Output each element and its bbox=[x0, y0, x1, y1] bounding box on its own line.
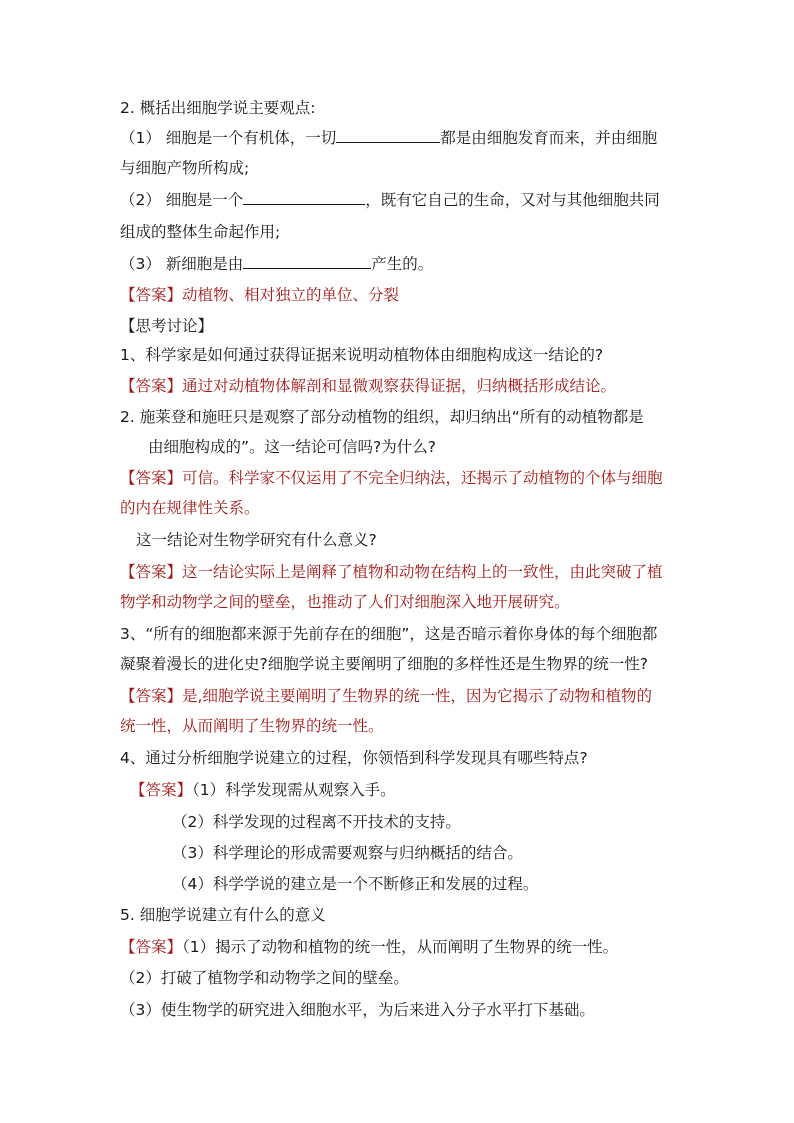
answer-line: 【答案】（1）揭示了动物和植物的统一性，从而阐明了生物界的统一性。 bbox=[120, 938, 619, 956]
answer-line-cont: 物学和动物学之间的壁垒，也推动了人们对细胞深入地开展研究。 bbox=[120, 593, 570, 611]
viewpoint-2: （2） 细胞是一个 ，既有它自己的生命，又对与其他细胞共同 bbox=[120, 191, 660, 209]
answer-line: 【答案】通过对动植物体解剖和显微观察获得证据，归纳概括形成结论。 bbox=[120, 377, 617, 395]
discussion-question-3: 3、“所有的细胞都来源于先前存在的细胞”，这是否暗示着你身体的每个细胞都 bbox=[120, 625, 658, 643]
discussion-question-2b: 这一结论对生物学研究有什么意义? bbox=[136, 531, 377, 549]
discussion-question-2: 2. 施莱登和施旺只是观察了部分动植物的组织，却归纳出“所有的动植物都是 bbox=[120, 408, 644, 426]
discussion-question-3-cont: 凝聚着漫长的进化史?细胞学说主要阐明了细胞的多样性还是生物界的统一性? bbox=[120, 655, 648, 673]
answer-item: （4）科学学说的建立是一个不断修正和发展的过程。 bbox=[172, 875, 539, 893]
answer-item: （3）科学理论的形成需要观察与归纳概括的结合。 bbox=[172, 844, 523, 862]
discussion-question-2-cont: 由细胞构成的”。这一结论可信吗?为什么? bbox=[148, 438, 436, 456]
answer-line: 【答案】是,细胞学说主要阐明了生物界的统一性，因为它揭示了动物和植物的 bbox=[120, 687, 652, 705]
answer-line: 【答案】可信。科学家不仅运用了不完全归纳法，还揭示了动植物的个体与细胞 bbox=[120, 469, 663, 487]
answer-item: （3）使生物学的研究进入细胞水平，为后来进入分子水平打下基础。 bbox=[120, 1001, 595, 1019]
viewpoint-1: （1） 细胞是一个有机体，一切 都是由细胞发育而来，并由细胞 bbox=[120, 129, 658, 147]
fill-blank[interactable] bbox=[243, 254, 371, 269]
viewpoint-1-cont: 与细胞产物所构成; bbox=[120, 159, 250, 177]
answer-line: 【答案】动植物、相对独立的单位、分裂 bbox=[120, 286, 400, 304]
answer-line-cont: 统一性，从而阐明了生物界的统一性。 bbox=[120, 717, 384, 735]
answer-item: （2）打破了植物学和动物学之间的壁垒。 bbox=[120, 969, 409, 987]
section-heading: 【思考讨论】 bbox=[120, 317, 214, 335]
answer-line: 【答案】这一结论实际上是阐释了植物和动物在结构上的一致性，由此突破了植 bbox=[120, 563, 663, 581]
viewpoint-3: （3） 新细胞是由 产生的。 bbox=[120, 255, 434, 273]
answer-line-cont: 的内在规律性关系。 bbox=[120, 499, 260, 517]
viewpoint-2-cont: 组成的整体生命起作用; bbox=[120, 223, 281, 241]
answer-line: 【答案】（1）科学发现需从观察入手。 bbox=[130, 781, 396, 799]
answer-item: （2）科学发现的过程离不开技术的支持。 bbox=[172, 813, 461, 831]
fill-blank[interactable] bbox=[243, 190, 365, 205]
discussion-question-5: 5. 细胞学说建立有什么的意义 bbox=[120, 906, 326, 924]
question-heading: 2. 概括出细胞学说主要观点: bbox=[120, 99, 316, 117]
discussion-question-4: 4、通过分析细胞学说建立的过程，你领悟到科学发现具有哪些特点? bbox=[120, 749, 588, 767]
discussion-question-1: 1、科学家是如何通过获得证据来说明动植物体由细胞构成这一结论的? bbox=[120, 346, 604, 364]
fill-blank[interactable] bbox=[336, 128, 440, 143]
